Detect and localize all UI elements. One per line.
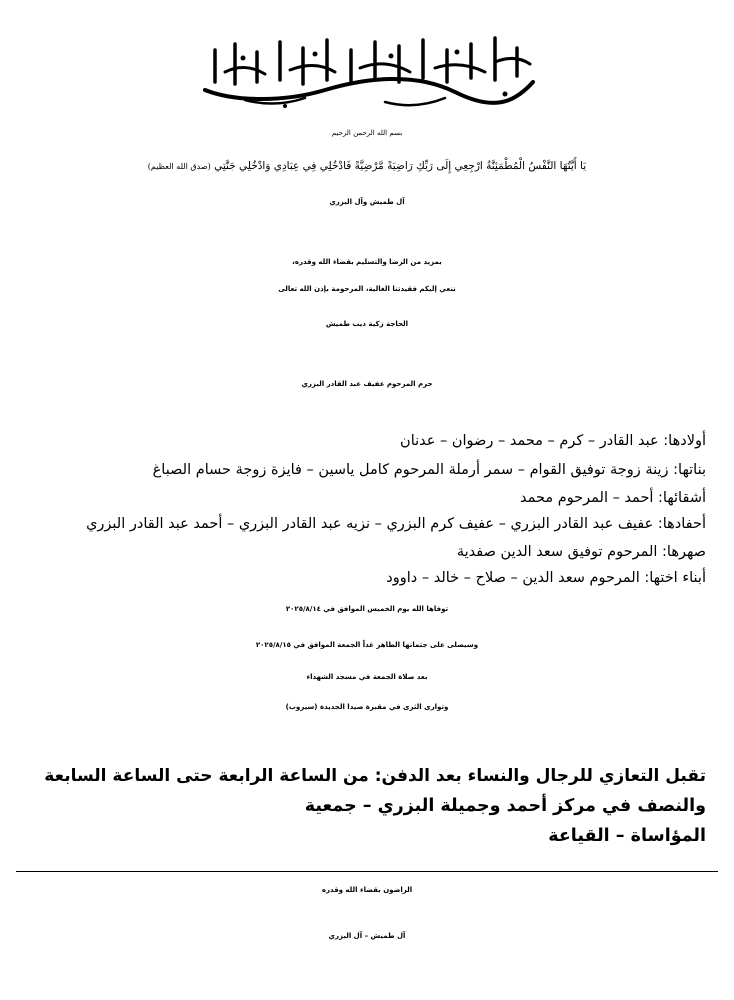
divider	[16, 871, 718, 872]
closing-line-1: الراضون بقضاء الله وقدره	[321, 886, 413, 894]
calligraphy-header-logo	[195, 32, 540, 110]
deceased-name: الحاجة زكية ديب طميش	[325, 320, 409, 328]
families-title: آل طميش وآل البزري	[329, 198, 405, 206]
condolences-line-3: المؤاساة – القياعة	[548, 826, 706, 846]
funeral-death-date: توفاها الله يوم الخميس الموافق في ٢٠٢٥/٨/١٤	[285, 605, 449, 613]
funeral-prayer-place: بعد صلاة الجمعة في مسجد الشهداء	[306, 673, 428, 681]
relatives-nephews: أبناء اختها: المرحوم سعد الدين – صلاح – خالد – داوود	[386, 570, 706, 586]
quran-verse	[0, 160, 734, 172]
intro-line-1: بمزيد من الرضا والتسليم بقضاء الله وقدره،	[292, 258, 442, 266]
verse-source: (صدق الله العظيم)	[147, 162, 211, 171]
condolences-line-1: تقبل التعازي للرجال والنساء بعد الدفن: من الساعة الرابعة حتى الساعة السابعة	[44, 766, 706, 786]
basmala: بسم الله الرحمن الرحيم	[331, 129, 403, 137]
relatives-in-law: صهرها: المرحوم توفيق سعد الدين صفدية	[456, 544, 706, 560]
relatives-siblings: أشقائها: أحمد – المرحوم محمد	[519, 490, 706, 506]
relatives-grandchildren: أحفادها: عفيف عبد القادر البزري – عفيف كرم البزري – نزيه عبد القادر البزري – أحمد عبد القادر البزري	[86, 516, 706, 532]
relatives-sons: أولادها: عبد القادر – كرم – محمد – رضوان – عدنان	[400, 433, 706, 449]
intro-line-2: ننعي إليكم فقيدتنا الغالية، المرحومة بإذن الله تعالى	[278, 285, 456, 293]
relatives-daughters: بناتها: زينة زوجة توفيق القوام – سمر أرملة المرحوم كامل ياسين – فايزة زوجة حسام الصباغ	[152, 462, 706, 478]
funeral-prayer-date: وسيصلى على جثمانها الطاهر غداً الجمعة الموافق في ٢٠٢٥/٨/١٥	[255, 641, 479, 649]
closing-families: آل طميش – آل البزري	[328, 932, 406, 940]
verse-text: يَا أَيَّتُهَا النَّفْسُ الْمُطْمَئِنَّةُ ارْجِعِي إِلَى رَبِّكِ رَاضِيَةً مَّرْضِيَّةً فَادْخُلِي فِي عِبَادِي وَادْخُلِي جَنَّتِي	[214, 160, 587, 172]
funeral-burial-place: وتوارى الثرى في مقبرة صيدا الجديدة (سيروب)	[285, 703, 449, 711]
spouse-line: حرم المرحوم عفيف عبد القادر البزري	[301, 380, 433, 388]
condolences-line-2: والنصف في مركز أحمد وجميلة البزري – جمعية	[304, 796, 706, 816]
